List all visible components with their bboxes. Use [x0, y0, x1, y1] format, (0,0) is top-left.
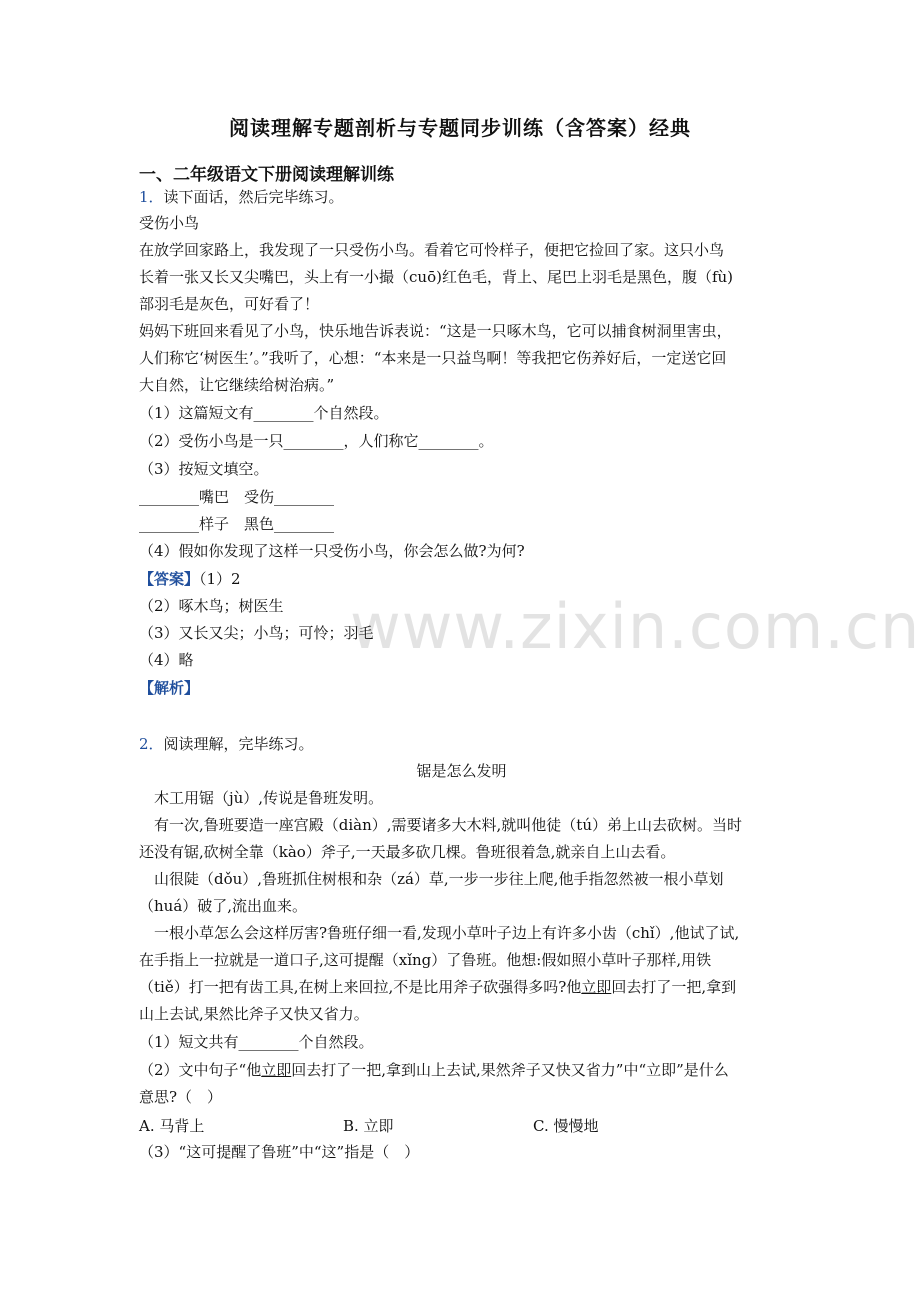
q2-option-b: B. 立即: [343, 1117, 394, 1135]
watermark: www.zixin.com.cn: [350, 590, 920, 663]
q2-p4-l3-end: 回去打了一把,拿到: [611, 978, 737, 996]
q2-paragraph3-line2: （huá）破了,流出血来。: [139, 897, 308, 915]
q2-number: 2．: [139, 735, 164, 753]
q1-story-title: 受伤小鸟: [139, 214, 200, 232]
q1-sub-question-1: （1）这篇短文有________个自然段。: [139, 404, 389, 422]
section-heading: 一、二年级语文下册阅读理解训练: [139, 165, 394, 185]
q2-paragraph1: 木工用锯（jù）,传说是鲁班发明。: [154, 789, 384, 807]
q1-answer1: （1）2: [199, 570, 241, 588]
q2-sub-question-2-line1: [139, 1060, 784, 1080]
q2-prompt-line: [139, 734, 784, 754]
q1-answer2: （2）啄木鸟；树医生: [139, 597, 284, 615]
q2-story-title: 锯是怎么发明: [416, 762, 507, 780]
q1-paragraph1-line1: 在放学回家路上，我发现了一只受伤小鸟。看着它可怜样子，便把它捡回了家。这只小鸟: [139, 241, 725, 259]
q1-prompt-line: [139, 187, 784, 207]
q1-paragraph2-line3: 大自然，让它继续给树治病。”: [139, 376, 335, 394]
q1-fill-line-2: ________样子 黑色________: [139, 515, 335, 533]
q2-sub-question-3: （3）“这可提醒了鲁班”中“这”指是（ ）: [139, 1143, 420, 1161]
q2-sub2-start: （2）文中句子“他: [139, 1061, 262, 1079]
q2-option-c: C. 慢慢地: [533, 1117, 599, 1135]
q1-sub-question-3: （3）按短文填空。: [139, 460, 269, 478]
q1-analysis-line: [139, 678, 784, 698]
q1-sub-question-2: （2）受伤小鸟是一只________，人们称它________。: [139, 432, 494, 450]
q2-sub2-underlined-word: 立即: [261, 1061, 292, 1079]
q1-answer-line1: [139, 569, 784, 589]
q1-number: 1．: [139, 188, 164, 206]
q1-answer3: （3）又长又尖；小鸟；可怜；羽毛: [139, 624, 374, 642]
q1-answer4: （4）略: [139, 651, 194, 669]
q1-fill-line-1: ________嘴巴 受伤________: [139, 488, 335, 506]
q2-paragraph4-line3: [139, 977, 784, 997]
q2-paragraph4-line1: 一根小草怎么会这样厉害?鲁班仔细一看,发现小草叶子边上有许多小齿（chǐ）,他试了试,: [154, 924, 740, 942]
q2-prompt: 阅读理解，完毕练习。: [163, 735, 314, 753]
q2-paragraph2-line1: 有一次,鲁班要造一座宫殿（diàn）,需要诸多大木料,就叫他徒（tú）弟上山去砍树。当时: [154, 816, 742, 834]
q1-paragraph1-line3: 部羽毛是灰色，可好看了！: [139, 295, 320, 313]
q1-prompt: 读下面话，然后完毕练习。: [163, 188, 344, 206]
q2-option-a: A. 马背上: [139, 1117, 205, 1135]
q2-paragraph2-line2: 还没有锯,砍树全靠（kào）斧子,一天最多砍几棵。鲁班很着急,就亲自上山去看。: [139, 843, 676, 861]
q2-p4-l3-start: （tiě）打一把有齿工具,在树上来回拉,不是比用斧子砍强得多吗?他: [139, 978, 582, 996]
document-title: 阅读理解专题剖析与专题同步训练（含答案）经典: [229, 116, 691, 140]
analysis-tag: 【解析】: [139, 679, 200, 697]
q2-sub-question-2-line2: 意思?（ ）: [139, 1088, 223, 1106]
answer-tag: 【答案】: [139, 570, 200, 588]
q2-p4-underlined-word: 立即: [581, 978, 612, 996]
q1-paragraph1-line2: 长着一张又长又尖嘴巴，头上有一小撮（cuō)红色毛，背上、尾巴上羽毛是黑色，腹（fù): [139, 268, 734, 286]
q2-sub-question-1: （1）短文共有________个自然段。: [139, 1033, 374, 1051]
q2-sub2-end: 回去打了一把,拿到山上去试,果然斧子又快又省力”中“立即”是什么: [291, 1061, 729, 1079]
q2-paragraph3-line1: 山很陡（dǒu）,鲁班抓住树根和杂（zá）草,一步一步往上爬,他手指忽然被一根小草划: [154, 870, 724, 888]
q2-paragraph4-line2: 在手指上一拉就是一道口子,这可提醒（xǐng）了鲁班。他想:假如照小草叶子那样,用铁: [139, 951, 712, 969]
q2-paragraph4-line4: 山上去试,果然比斧子又快又省力。: [139, 1005, 369, 1023]
q1-paragraph2-line2: 人们称它‘树医生’。”我听了，心想：“本来是一只益鸟啊！等我把它伤养好后，一定送它回: [139, 349, 727, 367]
q1-paragraph2-line1: 妈妈下班回来看见了小鸟，快乐地告诉表说：“这是一只啄木鸟，它可以捕食树洞里害虫，: [139, 322, 732, 340]
q1-sub-question-4: （4）假如你发现了这样一只受伤小鸟，你会怎么做?为何?: [139, 542, 525, 560]
